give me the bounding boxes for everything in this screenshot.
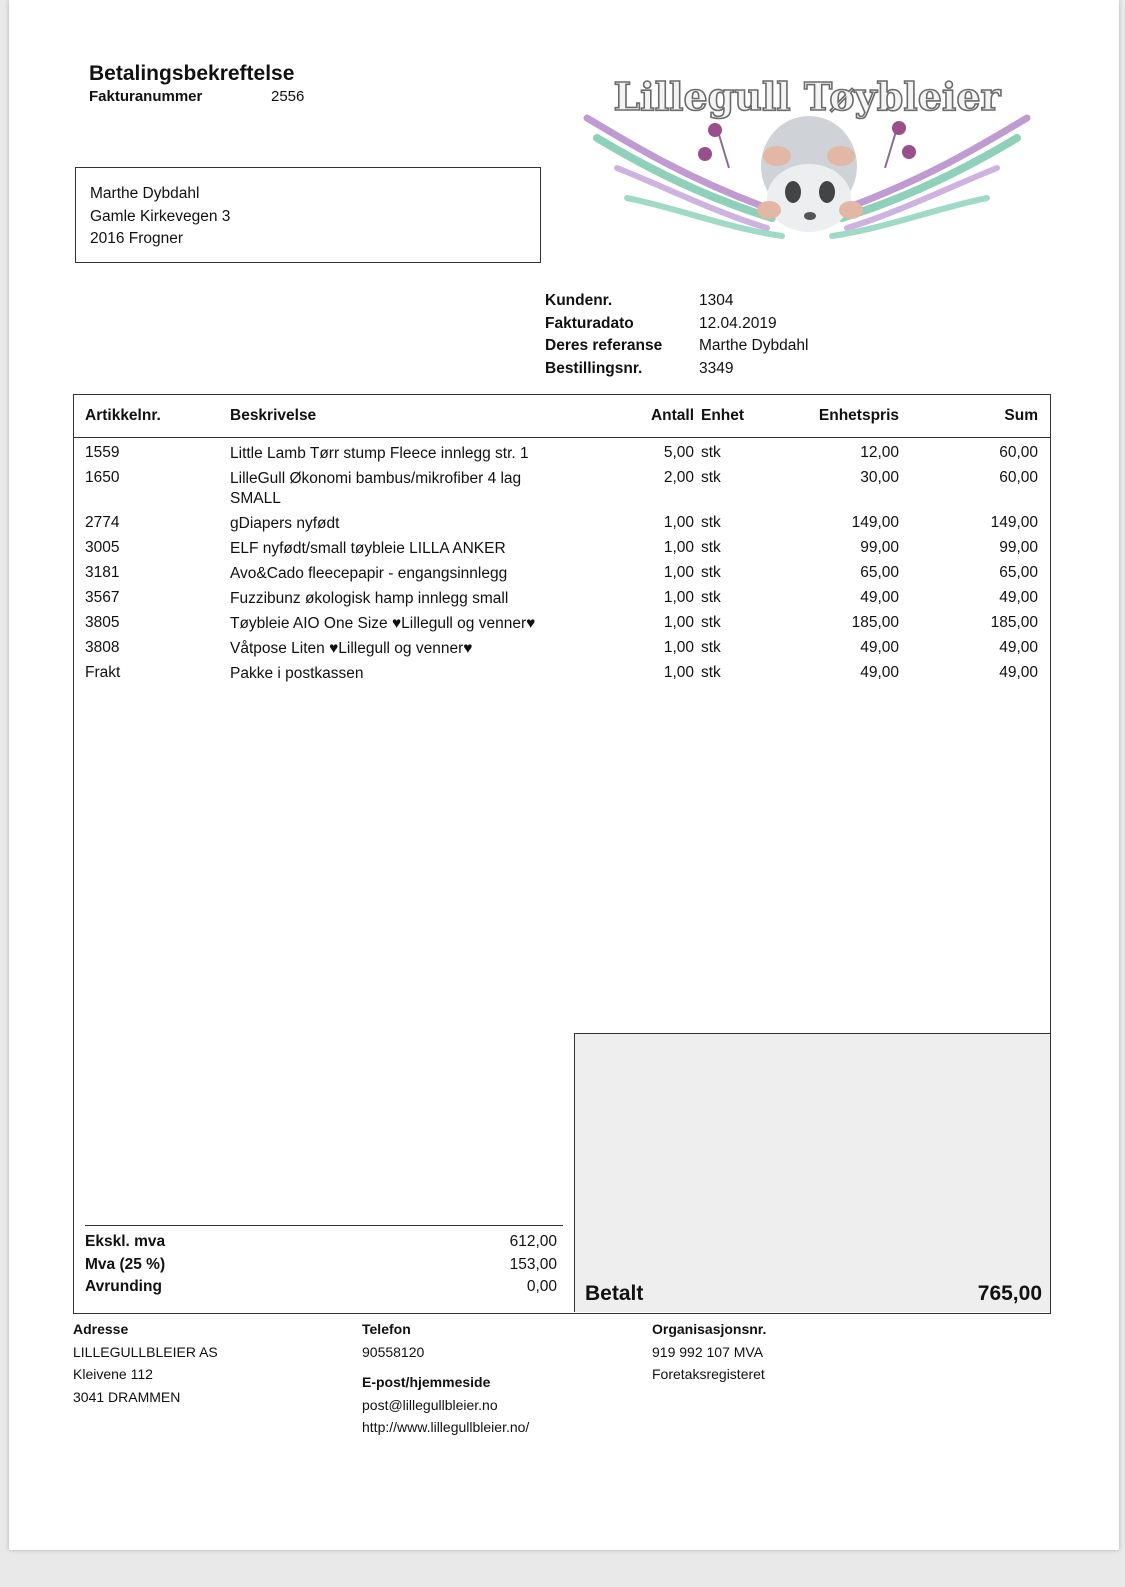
address-line: Kleivene 112	[73, 1366, 153, 1382]
row-article: 3808	[85, 639, 120, 656]
row-unit-price: 12,00	[860, 444, 899, 461]
row-quantity: 1,00	[663, 564, 694, 581]
column-header-quantity: Antall	[650, 407, 694, 424]
row-unit: stk	[701, 444, 721, 461]
table-row	[74, 512, 1050, 537]
row-sum: 65,00	[999, 564, 1038, 581]
invoice-number: 2556	[271, 88, 305, 105]
column-header-unit-price: Enhetspris	[818, 407, 899, 424]
row-unit: stk	[701, 664, 721, 681]
row-unit-price: 49,00	[860, 589, 899, 606]
row-sum: 60,00	[999, 444, 1038, 461]
row-description: Avo&Cado fleecepapir - engangsinnlegg	[230, 565, 508, 582]
footer-address	[73, 1318, 218, 1408]
row-unit-price: 49,00	[860, 664, 899, 681]
total-excl-vat-value: 612,00	[509, 1233, 557, 1250]
table-body	[74, 442, 1050, 687]
meta-label: Bestillingsnr.	[545, 359, 643, 377]
row-quantity: 1,00	[663, 589, 694, 606]
row-article: 3805	[85, 614, 120, 631]
row-sum: 149,00	[990, 514, 1038, 531]
row-unit: stk	[701, 514, 721, 531]
row-unit-price: 30,00	[860, 469, 899, 486]
customer-street: Gamle Kirkevegen 3	[90, 207, 231, 225]
org-number: 919 992 107 MVA	[652, 1343, 764, 1360]
customer-city: 2016 Frogner	[90, 230, 184, 247]
row-unit: stk	[701, 469, 721, 486]
total-excl-vat-label: Ekskl. mva	[85, 1233, 166, 1250]
row-quantity: 5,00	[663, 444, 694, 461]
row-description: ELF nyfødt/small tøybleie LILLA ANKER	[230, 540, 506, 557]
address-line: 3041 DRAMMEN	[73, 1388, 181, 1405]
row-unit-price: 99,00	[860, 539, 899, 556]
row-quantity: 1,00	[663, 514, 694, 531]
row-article: Frakt	[85, 664, 121, 681]
row-sum: 49,00	[999, 589, 1038, 606]
org-heading: Organisasjonsnr.	[652, 1321, 767, 1337]
vat-row	[85, 1256, 557, 1279]
column-header-article: Artikkelnr.	[85, 407, 161, 424]
customer-address-box	[75, 167, 541, 263]
table-row	[74, 637, 1050, 662]
row-unit: stk	[701, 564, 721, 581]
meta-label: Kundenr.	[545, 292, 613, 309]
paid-value: 765,00	[977, 1282, 1042, 1305]
paid-label: Betalt	[585, 1282, 644, 1305]
row-sum: 185,00	[990, 614, 1038, 631]
table-row	[74, 587, 1050, 612]
email-address: post@lillegullbleier.no	[362, 1396, 498, 1413]
column-header-description: Beskrivelse	[230, 407, 317, 424]
row-quantity: 1,00	[663, 639, 694, 656]
meta-value: 12.04.2019	[699, 314, 777, 332]
row-unit: stk	[701, 589, 721, 606]
row-article: 3005	[85, 539, 120, 556]
row-unit-price: 149,00	[851, 514, 899, 531]
vat-label: Mva (25 %)	[85, 1255, 166, 1273]
row-quantity: 1,00	[663, 664, 694, 681]
invoice-meta	[545, 292, 808, 382]
phone-number: 90558120	[362, 1343, 425, 1360]
company-logo	[567, 58, 1047, 250]
address-line: LILLEGULLBLEIER AS	[73, 1343, 218, 1360]
row-unit: stk	[701, 539, 721, 556]
row-article: 3567	[85, 589, 120, 606]
totals-summary	[85, 1233, 557, 1301]
column-header-unit: Enhet	[701, 407, 745, 424]
row-unit-price: 65,00	[860, 564, 899, 581]
column-header-sum: Sum	[1004, 407, 1038, 424]
rounding-row	[85, 1278, 557, 1301]
meta-row-customer-number	[545, 292, 808, 315]
meta-row-reference	[545, 337, 808, 360]
meta-label: Fakturadato	[545, 314, 634, 332]
meta-value: 1304	[699, 292, 734, 309]
total-excl-vat-row	[85, 1233, 557, 1256]
row-description: Pakke i postkassen	[230, 665, 364, 682]
meta-value: 3349	[699, 359, 734, 377]
row-unit-price: 49,00	[860, 639, 899, 656]
row-description: LilleGull Økonomi bambus/mikrofiber 4 lag SMALL	[230, 470, 522, 507]
paid-total-box	[574, 1033, 1050, 1312]
rounding-value: 0,00	[526, 1278, 557, 1295]
table-row	[74, 442, 1050, 467]
meta-row-invoice-date	[545, 315, 808, 338]
email-heading: E-post/hjemmeside	[362, 1374, 491, 1390]
items-table	[73, 394, 1051, 1314]
footer-organization	[652, 1318, 766, 1386]
footer-contact	[362, 1318, 529, 1439]
meta-label: Deres referanse	[545, 337, 663, 354]
row-unit: stk	[701, 639, 721, 656]
table-row	[74, 612, 1050, 637]
table-row	[74, 662, 1050, 687]
row-description: Little Lamb Tørr stump Fleece innlegg str. 1	[230, 445, 529, 462]
invoice-page	[9, 0, 1119, 1550]
row-article: 3181	[85, 564, 120, 581]
logo-text: Lillegull Tøybleier	[613, 74, 1001, 119]
row-description: Fuzzibunz økologisk hamp innlegg small	[230, 590, 509, 607]
row-unit-price: 185,00	[851, 614, 899, 631]
website-url: http://www.lillegullbleier.no/	[362, 1419, 530, 1435]
row-unit: stk	[701, 614, 721, 631]
row-quantity: 1,00	[663, 539, 694, 556]
meta-row-order-number	[545, 360, 808, 383]
row-sum: 99,00	[999, 539, 1038, 556]
totals-divider	[85, 1225, 563, 1226]
row-description: Våtpose Liten ♥Lillegull og venner♥	[230, 640, 473, 657]
rounding-label: Avrunding	[85, 1278, 162, 1295]
row-description: gDiapers nyfødt	[230, 515, 340, 532]
meta-value: Marthe Dybdahl	[699, 337, 809, 354]
table-row	[74, 537, 1050, 562]
row-description: Tøybleie AIO One Size ♥Lillegull og venner♥	[230, 615, 536, 632]
invoice-number-label: Fakturanummer	[89, 88, 203, 105]
registry: Foretaksregisteret	[652, 1366, 765, 1382]
row-article: 1650	[85, 469, 120, 486]
table-header	[74, 395, 1050, 438]
customer-name: Marthe Dybdahl	[90, 185, 200, 202]
row-quantity: 1,00	[663, 614, 694, 631]
table-row	[74, 562, 1050, 587]
address-heading: Adresse	[73, 1321, 129, 1337]
row-sum: 60,00	[999, 469, 1038, 486]
document-title: Betalingsbekreftelse	[89, 62, 295, 85]
vat-value: 153,00	[509, 1255, 557, 1273]
row-quantity: 2,00	[663, 469, 694, 486]
row-article: 1559	[85, 444, 120, 461]
phone-heading: Telefon	[362, 1321, 411, 1337]
table-row	[74, 467, 1050, 512]
row-article: 2774	[85, 514, 120, 531]
row-sum: 49,00	[999, 639, 1038, 656]
row-sum: 49,00	[999, 664, 1038, 681]
